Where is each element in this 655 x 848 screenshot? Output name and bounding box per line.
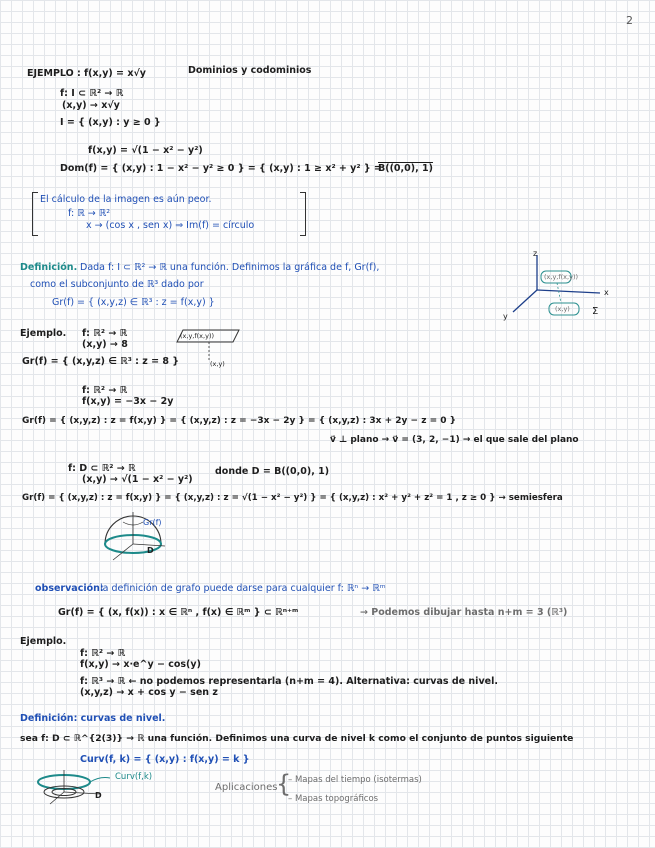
example2c-domain: donde D = B((0,0), 1) [215,466,330,477]
example2c-rule: (x,y) → √(1 − x² − y²) [82,474,193,485]
box-right-bracket [300,192,306,236]
graph-formula: Gr(f) = { (x,y,z) ∈ ℝ³ : z = f(x,y) } [52,297,215,308]
page-number: 2 [626,14,633,27]
observation-text: la definición de grafo puede darse para cualquier f: ℝⁿ → ℝᵐ [100,583,386,594]
observation-label: observación: [35,583,104,594]
definition-label: Definición. [20,262,78,273]
example3b-rule: (x,y,z) → x + cos y − sen z [80,687,218,698]
example-function: f(x,y) = x√y [84,68,146,79]
section-title: Dominios y codominios [188,65,312,76]
fig-plane-label: Σ [592,306,599,317]
observation-note: → Podemos dibujar hasta n+m = 3 (ℝ³) [360,607,568,618]
level-curve-figure [30,768,120,828]
hemisphere-label: Gr(f) [143,518,162,527]
level-curve-label: Curv(f,k) [115,772,153,782]
level-curve-formula: Curv(f, k) = { (x,y) : f(x,y) = k } [80,754,250,765]
fig-bottom-label: (x,y) [555,305,570,313]
application-2: – Mapas topográficos [288,794,379,804]
example2c-map: f: D ⊂ ℝ² → ℝ [68,463,136,474]
example2b-rule: f(x,y) = −3x − 2y [82,396,174,407]
box-line-1: El cálculo de la imagen es aún peor. [40,194,212,205]
function-g: f(x,y) = √(1 − x² − y²) [88,145,203,156]
example3b-map: f: ℝ³ → ℝ ← no podemos representarla (n+m = 4). Alternativa: curvas de nivel. [80,676,498,687]
map-rule: (x,y) → x√y [62,100,120,111]
hemisphere-domain-label: D [147,546,154,555]
example2-rule: (x,y) → 8 [82,339,128,350]
example3-rule: f(x,y) → x·e^y − cos(y) [80,659,201,670]
example2b-map: f: ℝ² → ℝ [82,385,128,396]
example2b-graph: Gr(f) = { (x,y,z) : z = f(x,y) } = { (x,y,z) : z = −3x − 2y } = { (x,y,z) : 3x + 2y − z = 0 } [22,416,457,426]
application-1: – Mapas del tiempo (isotermas) [288,775,422,785]
box-line-2: f: ℝ → ℝ² [68,208,111,219]
normal-vector-note: v⃗ ⊥ plano → v⃗ = (3, 2, −1) → el que sale del plano [330,435,579,445]
example2-graph: Gr(f) = { (x,y,z) ∈ ℝ³ : z = 8 } [22,356,180,367]
box-left-bracket [32,192,38,236]
fig-y-label: y [503,312,508,321]
fig-x-label: x [604,288,609,297]
map-definition: f: I ⊂ ℝ² → ℝ [60,88,124,99]
example2-map: f: ℝ² → ℝ [82,328,128,339]
definition2-text: sea f: D ⊂ ℝ^{2(3)} → ℝ una función. Definimos una curva de nivel k como el conjunto de puntos siguiente [20,733,574,744]
level-curve-domain-label: D [95,791,102,800]
example2-label: Ejemplo. [20,328,67,339]
example-heading: EJEMPLO : [27,68,81,79]
hemisphere-figure [95,508,175,568]
applications-label: Aplicaciones [215,782,278,793]
fig-z-label: z [533,249,538,258]
applications-brace: { [276,770,292,798]
example3-label: Ejemplo. [20,636,67,647]
definition2-label: Definición: curvas de nivel. [20,713,166,724]
definition-text-1: Dada f: I ⊂ ℝ² → ℝ una función. Definimos la gráfica de f, Gr(f), [80,262,380,273]
example2c-graph: Gr(f) = { (x,y,z) : z = f(x,y) } = { (x,y,z) : z = √(1 − x² − y²) } = { (x,y,z) : x² + y² + z² = 1 , z ≥ 0 } → semiesfera [22,493,563,503]
domain-computation: Dom(f) = { (x,y) : 1 − x² − y² ≥ 0 } = { (x,y) : 1 ≥ x² + y² } = [60,163,382,174]
domain-set: I = { (x,y) : y ≥ 0 } [60,117,161,128]
plane-top-label: (x,y,f(x,y)) [180,332,215,340]
box-line-3: x → (cos x , sen x) ⇒ Im(f) = círculo [86,220,255,231]
plane-point-label: (x,y) [210,360,225,368]
observation-formula: Gr(f) = { (x, f(x)) : x ∈ ℝⁿ , f(x) ∈ ℝᵐ } ⊂ ℝⁿ⁺ᵐ [58,607,299,618]
closed-ball: B((0,0), 1) [378,163,433,174]
fig-top-label: (x,y,f(x,y)) [544,273,579,281]
definition-text-2: como el subconjunto de ℝ³ dado por [30,279,204,290]
example3-map: f: ℝ² → ℝ [80,648,126,659]
